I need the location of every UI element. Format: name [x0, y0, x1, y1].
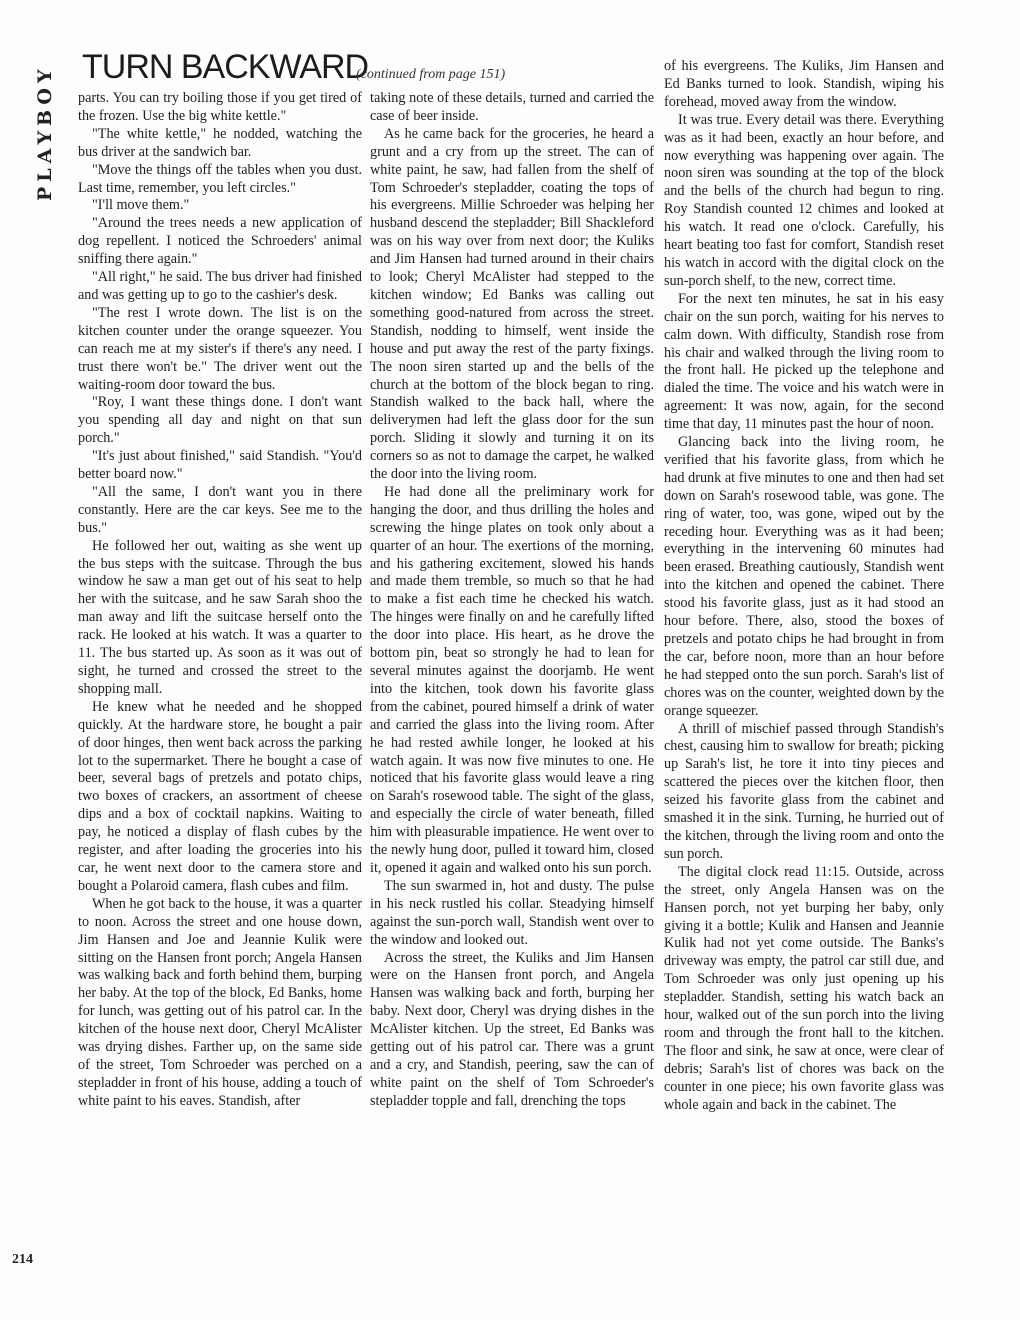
paragraph: of his evergreens. The Kuliks, Jim Hansen and Ed Banks turned to look. Standish, wiping his forehead, moved away from the window.	[664, 58, 944, 110]
paragraph: "I'll move them."	[92, 197, 190, 214]
paragraph: "The rest I wrote down. The list is on the kitchen counter under the orange squeezer. You can reach me at my sister's if there's any need. I trust there won't be." The driver went out the waiting-room door toward the bus.	[78, 304, 362, 393]
article-headline: TURN BACKWARD	[82, 48, 369, 86]
paragraph: "All the same, I don't want you in there constantly. Here are the car keys. See me to the bus."	[78, 483, 362, 536]
paragraph: "Roy, I want these things done. I don't want you spending all day and night on that sun porch."	[78, 394, 362, 447]
paragraph: He had done all the preliminary work for hanging the door, and thus drilling the holes and screwing the hinge plates on took only about a quarter of an hour. The exertions of the morning, and his gathering excitement, slowed his hands and made them tremble, so much so that he had to make a fist each time he checked his watch. The hinges were finally on and he carefully lifted the door into place. His heart, as he drove the bottom pin, beat so strongly he had to lean for several minutes against the doorjamb. He went into the kitchen, took down his favorite glass from the cabinet, poured himself a drink of water and carried the glass into the living room. After he had rested awhile longer, he looked at his watch again. It was now five minutes to one. He noticed that his favorite glass would leave a ring on Sarah's rosewood table. The sight of the glass, and especially the circle of water beneath, filled him with pleasurable impatience. He went over to the newly hung door, pulled it toward him, closed it, opened it again and walked onto his sun porch.	[370, 483, 654, 876]
paragraph: The digital clock read 11:15. Outside, across the street, only Angela Hansen was on the Hansen porch, not yet burping her baby, only giving it a bottle; Kulik and Hansen and Jeannie Kulik had not yet come outside. The Banks's driveway was empty, the patrol car still due, and Tom Schroeder was only just opening up his stepladder. Standish, setting his watch back an hour, walked out of the sun porch into the living room and through the front hall to the kitchen. The floor and sink, he saw at once, were clear of debris; Sarah's list of chores was back on the counter in one piece; his own favorite glass was whole again and back in the cabinet. The	[664, 863, 944, 1113]
magazine-running-title: PLAYBOY	[34, 64, 56, 202]
text-column-2	[370, 90, 654, 1111]
text-column-1	[78, 90, 362, 1111]
paragraph: taking note of these details, turned and carried the case of beer inside.	[370, 90, 654, 124]
paragraph: The sun swarmed in, hot and dusty. The pulse in his neck rustled his collar. Steadying himself against the sun-porch wall, Standish went over to the window and looked out.	[370, 877, 654, 948]
paragraph: For the next ten minutes, he sat in his easy chair on the sun porch, waiting for his nerves to calm down. With difficulty, Standish rose from his chair and walked through the living room to the front hall. He picked up the telephone and dialed the time. The voice and his watch were in agreement: It was now, again, for the second time that day, 11 minutes past the hour of noon.	[664, 290, 944, 433]
paragraph: "Around the trees needs a new application of dog repellent. I noticed the Schroeders' animal sniffing there again."	[78, 215, 362, 268]
paragraph: "Move the things off the tables when you dust. Last time, remember, you left circles."	[78, 161, 362, 196]
paragraph: When he got back to the house, it was a quarter to noon. Across the street and one house down, Jim Hansen and Joe and Jeannie Kulik were sitting on the Hansen front porch; Angela Hansen was walking back and forth behind them, burping her baby. At the top of the block, Ed Banks, home for lunch, was getting out of his patrol car. In the kitchen of the house next door, Cheryl McAlister was drying dishes. Farther up, on the same side of the street, Tom Schroeder was perched on a stepladder in front of his house, adding a touch of white paint to his eaves. Standish, after	[78, 895, 362, 1109]
paragraph: Glancing back into the living room, he verified that his favorite glass, from which he had drunk at five minutes to one and then had set down on Sarah's rosewood table, was gone. The ring of water, too, was gone, wiped out by the receding hour. Everything was as it had been; everything in the intervening 60 minutes had been erased. Breathing cautiously, Standish went into the kitchen and opened the cabinet. There stood his favorite glass, just as it had stood an hour before. There, also, stood the boxes of pretzels and potato chips he had brought in from the car, before noon, more than an hour before he had stepped onto the sun porch. Sarah's list of chores was on the counter, weighted down by the orange squeezer.	[664, 434, 944, 719]
paragraph: He knew what he needed and he shopped quickly. At the hardware store, he bought a pair of door hinges, then went back across the parking lot to the supermarket. There he bought a case of beer, several bags of pretzels and potato chips, two boxes of crackers, an assortment of cheese dips and a box of cocktail napkins. Waiting to pay, he noticed a display of flash cubes by the register, and after loading the groceries into his car, he went next door to the camera store and bought a Polaroid camera, flash cubes and film.	[78, 698, 362, 894]
paragraph: "The white kettle," he nodded, watching the bus driver at the sandwich bar.	[78, 125, 362, 160]
text-column-3	[664, 58, 944, 1114]
paragraph: Across the street, the Kuliks and Jim Hansen were on the Hansen front porch, and Angela Hansen was walking back and forth, burping her baby. Next door, Cheryl was drying dishes in the McAlister kitchen. Up the street, Ed Banks was getting out of his patrol car. There was a grunt and a cry, and Standish, peering, saw the can of white paint on the shelf of Tom Schroeder's stepladder topple and fall, drenching the tops	[370, 949, 654, 1109]
paragraph: He followed her out, waiting as she went up the bus steps with the suitcase. Through the bus window he saw a man get out of his seat to help her with the suitcase, and he saw Sarah shoo the man away and lift the suitcase herself onto the rack. He looked at his watch. It was a quarter to 11. The bus started up. As soon as it was out of sight, he turned and crossed the street to the shopping mall.	[78, 537, 362, 697]
paragraph: It was true. Every detail was there. Everything was as it had been, exactly an hour before, and now everything was happening over again. The noon siren was sounding at the top of the block and the bells of the church had begun to ring. Roy Standish counted 12 chimes and looked at his watch. It read one o'clock. Carefully, his heart beating too fast for comfort, Standish reset his watch in accord with the digital clock on the sun-porch shelf, to the new, correct time.	[664, 111, 944, 289]
continued-from-note: (continued from page 151)	[356, 67, 506, 82]
paragraph: "It's just about finished," said Standish. "You'd better board now."	[78, 448, 362, 483]
paragraph: As he came back for the groceries, he heard a grunt and a cry from up the street. The can of white paint, he saw, had fallen from the shelf of Tom Schroeder's stepladder, coating the tops of his evergreens. Millie Schroeder was helping her husband descend the stepladder; Bill Shackleford was on his way over from next door; the Kuliks and Jim Hansen had turned around in their chairs to look; Cheryl McAlister had stepped to the kitchen window; Ed Banks was calling out something good-natured from across the street. Standish, nodding to himself, went inside the house and put away the rest of the party fixings. The noon siren started up and the bells of the church at the bottom of the block began to ring. Standish walked to the back hall, where the deliverymen had left the glass door for the sun porch. Sliding it slowly and turning it on its corners so as not to damage the carpet, he walked the door into the living room.	[370, 125, 654, 483]
paragraph: parts. You can try boiling those if you get tired of the frozen. Use the big white kettle."	[78, 90, 362, 124]
paragraph: "All right," he said. The bus driver had finished and was getting up to go to the cashier's desk.	[78, 269, 362, 303]
paragraph: A thrill of mischief passed through Standish's chest, causing him to swallow for breath; picking up Sarah's list, he tore it into tiny pieces and scattered the pieces over the kitchen floor, then seized his favorite glass from the cabinet and smashed it in the sink. Turning, he hurried out of the kitchen, through the living room and onto the sun porch.	[664, 720, 944, 862]
page-number: 214	[12, 1252, 33, 1267]
